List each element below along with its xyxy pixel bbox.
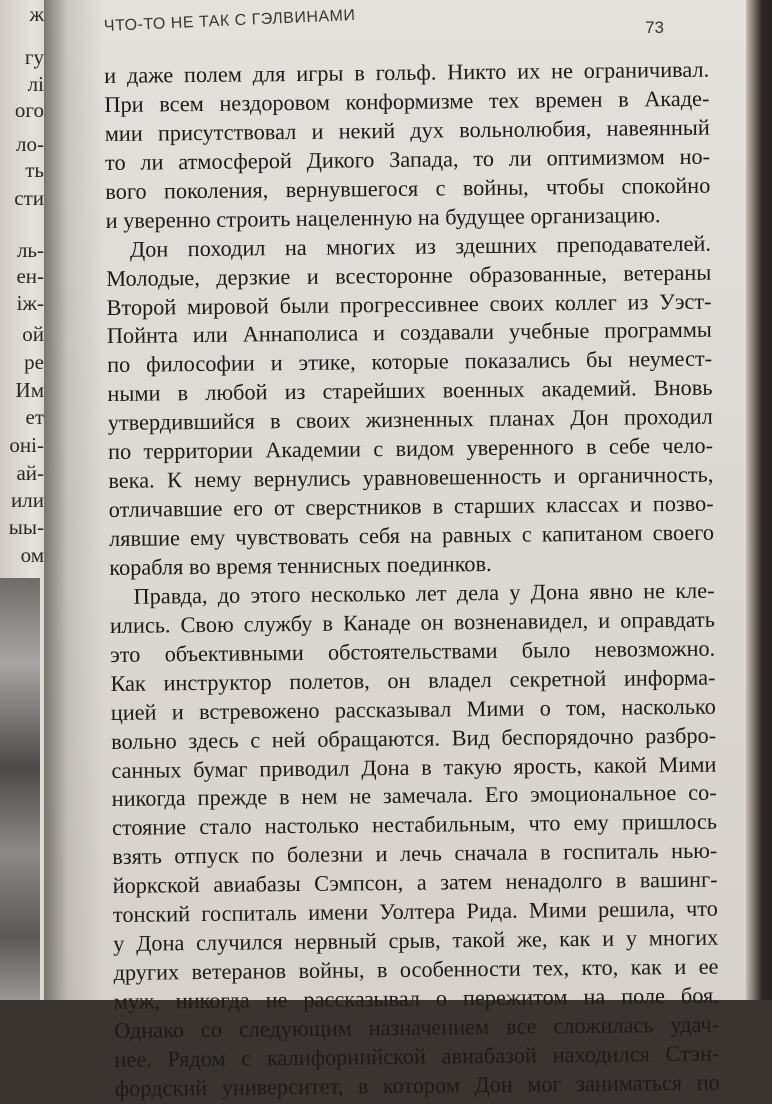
facing-page-fragment: сти [14, 186, 44, 210]
facing-page-fragment: ен- [16, 264, 44, 288]
facing-page-photo [0, 578, 40, 1000]
text-line: лявшие ему чувствовать себя на равных с капитаном своего [108, 519, 715, 551]
facing-page-fragment: или [11, 488, 44, 512]
page-edge-shadow [746, 0, 772, 1000]
text-line: Пойнта или Аннаполиса и создавали учебные программы [106, 317, 712, 349]
facing-page-fragment: лі [27, 72, 44, 96]
facing-page-fragment: ыы- [8, 515, 44, 539]
text-line: ились. Свою службу в Канаде он возненавидел, и оправдать [109, 606, 715, 638]
text-line: то ли атмосферой Дикого Запада, то ли оптимизмом но- [104, 143, 711, 175]
facing-page-fragment: ом [20, 543, 44, 567]
text-line: тонский госпиталь имени Уолтера Рида. Мими решила, что [112, 895, 719, 928]
text-line: Как инструктор полетов, он владел секретной информа- [110, 664, 716, 696]
body-text [104, 56, 720, 1104]
text-line: других ветеранов войны, в особенности тех, кто, как и ее [113, 953, 719, 986]
text-line: муж, никогда не рассказывал о пережитом на поле боя. [113, 982, 719, 1014]
book-page [46, 0, 746, 1101]
text-line: отличавшие его от сверстников в старших классах и позво- [108, 490, 714, 523]
text-line: и даже полем для игры в гольф. Никто их не ограничивал. [104, 56, 710, 88]
text-line: цией и встревожено рассказывал Мими о том, насколько [110, 693, 716, 725]
facing-page-edge [0, 0, 48, 1000]
running-header-title: ЧТО-ТО НЕ ТАК С ГЭЛВИНАМИ [103, 7, 356, 35]
text-line: вольно здесь с ней обращаются. Вид беспорядочно разбро- [110, 722, 717, 754]
text-line: нее. Рядом с калифорнийской авиабазой находился Стэн- [114, 1040, 720, 1072]
text-line: фордский университет, в котором Дон мог заниматься по [114, 1069, 720, 1101]
facing-page-fragment: гу [24, 45, 44, 69]
facing-page-fragment: Им [15, 378, 44, 402]
text-line: Второй мировой были прогрессивнее своих коллег из Уэст- [106, 288, 712, 320]
facing-page-fragment: ет [25, 405, 44, 429]
text-line: Молодые, дерзкие и всесторонне образованные, ветераны [106, 259, 712, 291]
page-number: 73 [645, 18, 664, 37]
facing-page-fragment: ло- [16, 132, 44, 156]
text-line: стояние стало настолько нестабильным, что ему пришлось [111, 808, 718, 841]
text-line: никогда прежде в нем не замечала. Его эмоциональное со- [111, 780, 717, 812]
text-line: вого поколения, вернувшегося с войны, чтобы спокойно [105, 172, 711, 204]
text-line: по территории Академии с видом уверенного в себе чело- [107, 432, 714, 465]
text-line: взять отпуск по болезни и лечь сначала в госпиталь нью- [112, 837, 718, 870]
text-line: мии присутствовал и некий дух вольнолюбия, навеянный [104, 114, 710, 146]
text-line: санных бумаг приводил Дона в такую ярость, какой Мими [111, 751, 717, 783]
facing-page-fragment: ж [29, 2, 44, 26]
text-line: по философии и этике, которые показались бы неумест- [107, 346, 713, 378]
text-line: утвердившийся в своих жизненных планах Дон проходил [107, 403, 713, 436]
facing-page-fragment: ай- [16, 461, 44, 485]
facing-page-fragment: ть [25, 158, 44, 182]
text-line: ными в любой из старейших военных академий. Вновь [107, 374, 713, 407]
facing-page-fragment: ль- [16, 238, 44, 262]
text-line: века. К нему вернулись уравновешенность и органичность, [108, 461, 714, 494]
facing-page-fragment: ой [22, 322, 44, 346]
paragraph-first-line: Дон походил на многих из здешних преподавателей. [129, 230, 712, 262]
text-line: у Дона случился нервный срыв, такой же, как и у многих [113, 924, 719, 957]
facing-page-fragment: оні- [9, 433, 44, 457]
facing-page-fragment: ре [24, 350, 44, 374]
paragraph-first-line: Правда, до этого несколько лет дела у Дона явно не кле- [133, 577, 715, 609]
text-line: Однако со следующим назначением все сложилась удач- [114, 1011, 720, 1043]
text-line: йоркской авиабазы Сэмпсон, а затем ненадолго в вашинг- [112, 866, 718, 899]
facing-page-fragment: ого [14, 98, 44, 122]
text-line: это объективными обстоятельствами было невозможно. [110, 635, 716, 667]
running-header [103, 7, 704, 44]
text-line: корабля во время теннисных поединков. [109, 550, 492, 580]
facing-page-fragment: іж- [16, 291, 44, 315]
text-line: и уверенно строить нацеленную на будущее организацию. [105, 201, 661, 233]
text-line: При всем нездоровом конформизме тех времен в Акаде- [104, 85, 710, 117]
